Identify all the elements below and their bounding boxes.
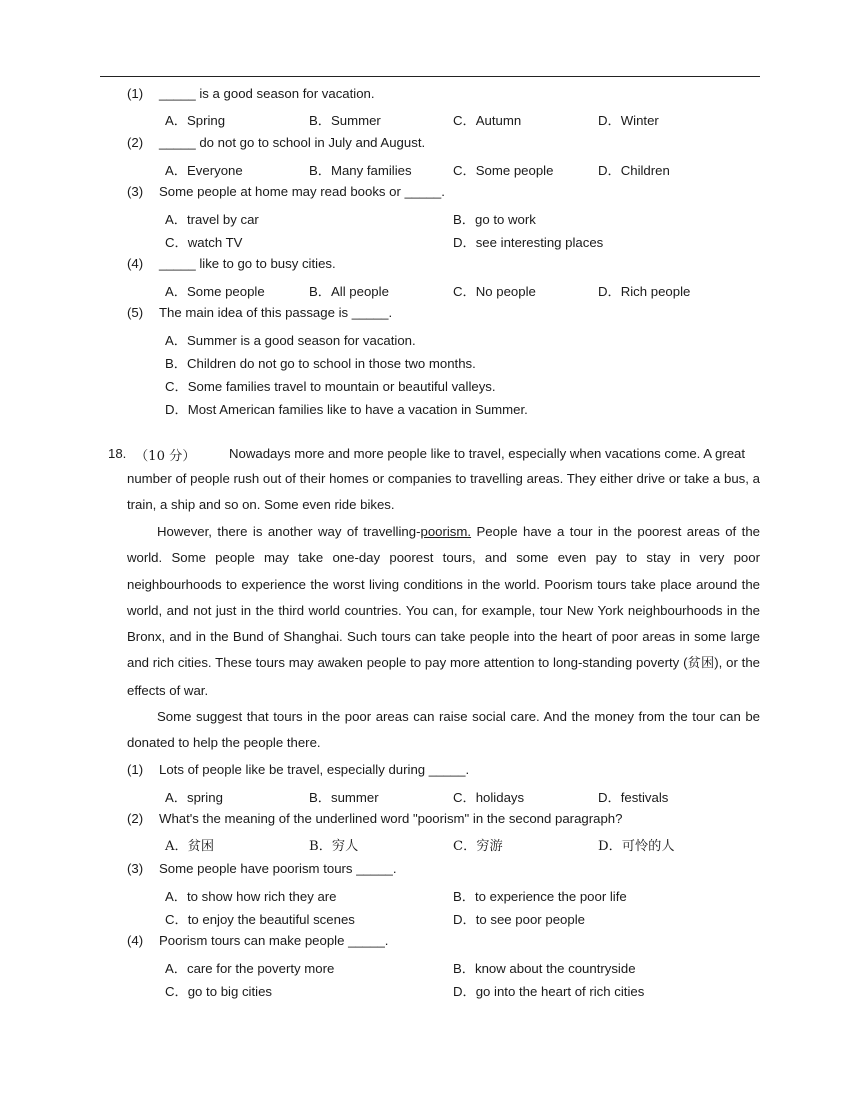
option-c[interactable]: C．穷游 — [453, 839, 503, 854]
option-c[interactable]: C．Some people — [453, 163, 554, 178]
question-number: (3) — [127, 184, 144, 199]
header-rule — [100, 76, 760, 77]
option-d[interactable]: D．festivals — [598, 790, 669, 805]
option-b[interactable]: B．Many families — [309, 163, 412, 178]
option-b[interactable]: B．to experience the poor life — [453, 889, 627, 904]
option-a[interactable]: A．to show how rich they are — [165, 889, 337, 904]
option-a[interactable]: A．travel by car — [165, 212, 259, 227]
option-b[interactable]: B．Summer — [309, 113, 381, 128]
option-a[interactable]: A．贫困 — [165, 839, 215, 854]
question-text: _____ like to go to busy cities. — [159, 256, 336, 271]
option-c[interactable]: C．go to big cities — [165, 984, 273, 999]
question-text: What's the meaning of the underlined word "poorism" in the second paragraph? — [159, 811, 623, 826]
option-a[interactable]: A．spring — [165, 790, 223, 805]
question-text: The main idea of this passage is _____. — [159, 305, 393, 320]
option-b[interactable]: B．穷人 — [309, 839, 359, 854]
option-d[interactable]: D．Rich people — [598, 284, 691, 299]
question-18-score: （10 分） — [135, 449, 196, 464]
passage-paragraph-2: However, there is another way of travelling-poorism. People have a tour in the poorest areas of the world. Some people may take one-day poorest tours, and some even pay to stay in very poor neighbourhoods to experience the worst living conditions in the world. Poorism tours take place around the world, and not just in the third world countries. You can, for example, tour New York neighbourhoods in the Bronx, and in the Bund of Shanghai. Such tours can take people into the heart of poor areas in some large and rich cities. These tours may awaken people to pay more attention to long-standing poverty (贫困), or the effects of war. — [127, 524, 761, 698]
option-a[interactable]: A．care for the poverty more — [165, 961, 335, 976]
option-c[interactable]: C．No people — [453, 284, 536, 299]
question-text: _____ is a good season for vacation. — [159, 86, 375, 101]
question-number: (4) — [127, 933, 144, 948]
option-b[interactable]: B．Children do not go to school in those two months. — [165, 356, 476, 371]
option-a[interactable]: A．Spring — [165, 113, 226, 128]
option-c[interactable]: C．holidays — [453, 790, 525, 805]
question-number: (5) — [127, 305, 144, 320]
question-number: (2) — [127, 811, 144, 826]
option-a[interactable]: A．Some people — [165, 284, 265, 299]
option-b[interactable]: B．All people — [309, 284, 389, 299]
option-b[interactable]: B．summer — [309, 790, 379, 805]
question-text: Some people have poorism tours _____. — [159, 861, 397, 876]
passage-first-line: Nowadays more and more people like to travel, especially when vacations come. A great — [229, 446, 746, 461]
option-d[interactable]: D．可怜的人 — [598, 839, 675, 854]
option-d[interactable]: D．see interesting places — [453, 235, 604, 250]
passage-paragraph-1: number of people rush out of their homes or companies to travelling areas. They either drive or take a bus, a train, a ship and so on. Some even ride bikes. — [127, 471, 760, 513]
option-c[interactable]: C．to enjoy the beautiful scenes — [165, 912, 355, 927]
underlined-word-poorism: poorism. — [420, 524, 472, 539]
option-d[interactable]: D．Most American families like to have a vacation in Summer. — [165, 402, 528, 417]
question-text: Poorism tours can make people _____. — [159, 933, 389, 948]
question-number: (1) — [127, 86, 144, 101]
option-d[interactable]: D．Winter — [598, 113, 659, 128]
question-number: (3) — [127, 861, 144, 876]
option-b[interactable]: B．know about the countryside — [453, 961, 636, 976]
option-c[interactable]: C．watch TV — [165, 235, 243, 250]
option-c[interactable]: C．Autumn — [453, 113, 522, 128]
question-number: (2) — [127, 135, 144, 150]
option-c[interactable]: C．Some families travel to mountain or beautiful valleys. — [165, 379, 496, 394]
option-a[interactable]: A．Summer is a good season for vacation. — [165, 333, 416, 348]
option-d[interactable]: D．go into the heart of rich cities — [453, 984, 645, 999]
option-d[interactable]: D．Children — [598, 163, 670, 178]
question-text: Lots of people like be travel, especially during _____. — [159, 762, 470, 777]
question-18-number: 18. — [108, 446, 127, 461]
option-d[interactable]: D．to see poor people — [453, 912, 585, 927]
passage-paragraph-3: Some suggest that tours in the poor areas can raise social care. And the money from the tour can be donated to help the people there. — [127, 709, 760, 751]
question-number: (1) — [127, 762, 144, 777]
option-b[interactable]: B．go to work — [453, 212, 536, 227]
question-number: (4) — [127, 256, 144, 271]
option-a[interactable]: A．Everyone — [165, 163, 243, 178]
question-text: Some people at home may read books or _____. — [159, 184, 445, 199]
question-text: _____ do not go to school in July and August. — [159, 135, 426, 150]
